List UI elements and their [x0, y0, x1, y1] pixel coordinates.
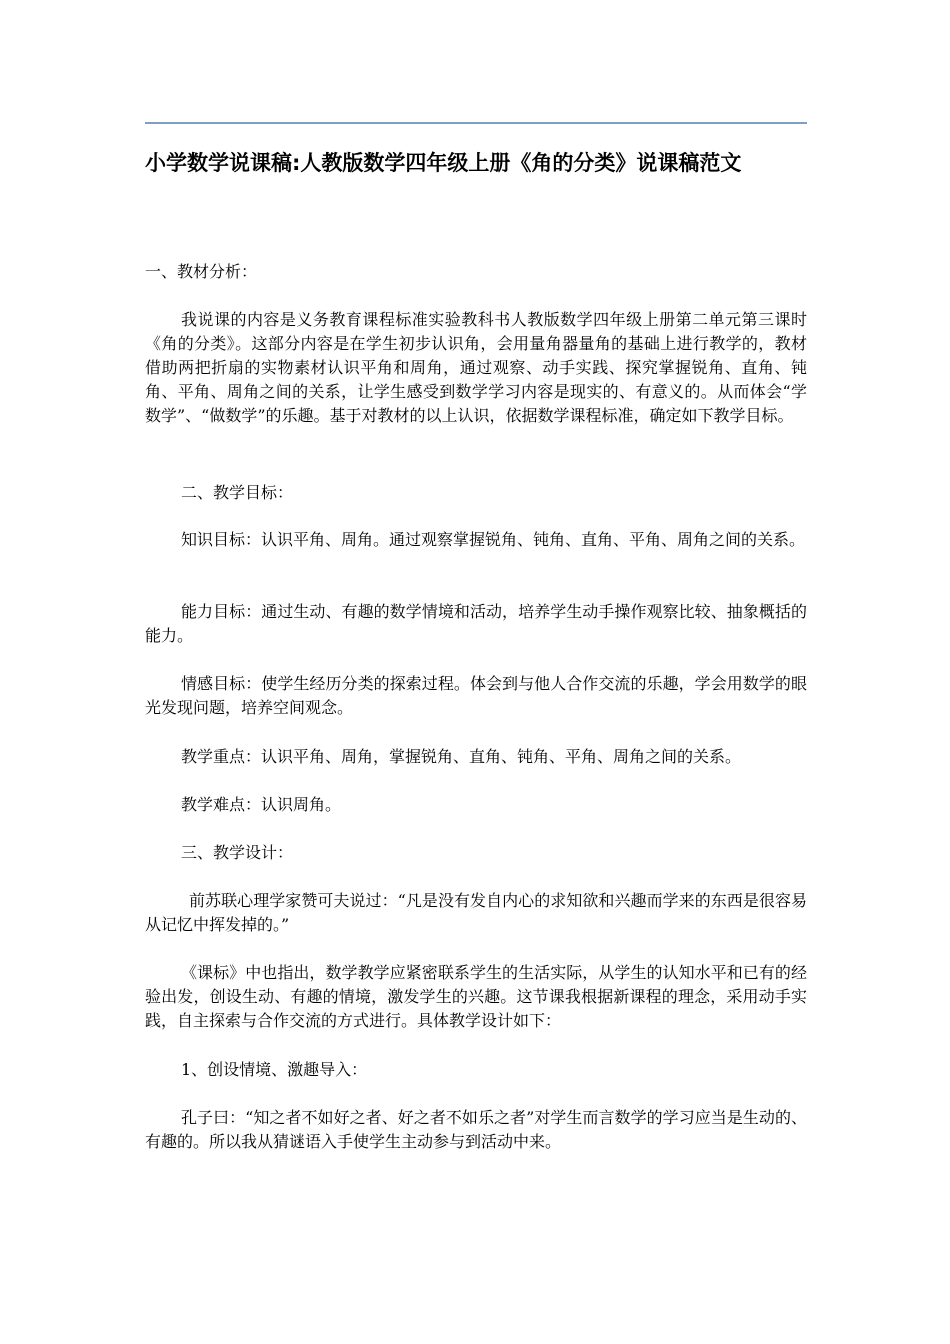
paragraph-knowledge-goal: 知识目标：认识平角、周角。通过观察掌握锐角、钝角、直角、平角、周角之间的关系。 — [181, 530, 806, 549]
paragraph-confucius-quote: 孔子曰：“知之者不如好之者、好之者不如乐之者”对学生而言数学的学习应当是生动的、有趣的。所以我从猜谜语入手使学生主动参与到活动中来。 — [145, 1108, 807, 1151]
section-heading-create-situation: 1、创设情境、激趣导入： — [181, 1060, 368, 1079]
section-heading-teaching-design: 三、教学设计： — [181, 843, 294, 862]
header-rule — [145, 122, 807, 124]
document-title: 小学数学说课稿:人教版数学四年级上册《角的分类》说课稿范文 — [145, 151, 742, 175]
section-heading-textbook-analysis: 一、教材分析： — [145, 262, 258, 281]
paragraph-teaching-focus: 教学重点：认识平角、周角，掌握锐角、直角、钝角、平角、周角之间的关系。 — [181, 747, 742, 766]
paragraph-emotion-goal: 情感目标：使学生经历分类的探索过程。体会到与他人合作交流的乐趣，学会用数学的眼光发现问题，培养空间观念。 — [145, 674, 807, 717]
section-heading-teaching-goals: 二、教学目标： — [181, 483, 294, 502]
paragraph-zankov-quote: 前苏联心理学家赞可夫说过：“凡是没有发自内心的求知欲和兴趣而学来的东西是很容易从记忆中挥发掉的。” — [145, 891, 807, 934]
paragraph-teaching-difficulty: 教学难点：认识周角。 — [181, 795, 342, 814]
paragraph-textbook-analysis: 我说课的内容是义务教育课程标准实验教科书人教版数学四年级上册第二单元第三课时《角的分类》。这部分内容是在学生初步认识角，会用量角器量角的基础上进行教学的，教材借助两把折扇的实物素材认识平角和周角，通过观察、动手实践、探究掌握锐角、直角、钝角、平角、周角之间的关系，让学生感受到数学学习内容是现实的、有意义的。从而体会“学数学”、“做数学”的乐趣。基于对教材的以上认识，依据数学课程标准，确定如下教学目标。 — [145, 310, 807, 425]
paragraph-curriculum-standard: 《课标》中也指出，数学教学应紧密联系学生的生活实际，从学生的认知水平和已有的经验出发，创设生动、有趣的情境，激发学生的兴趣。这节课我根据新课程的理念，采用动手实践，自主探索与合作交流的方式进行。具体教学设计如下： — [145, 963, 807, 1030]
paragraph-ability-goal: 能力目标：通过生动、有趣的数学情境和活动，培养学生动手操作观察比较、抽象概括的能力。 — [145, 602, 807, 645]
